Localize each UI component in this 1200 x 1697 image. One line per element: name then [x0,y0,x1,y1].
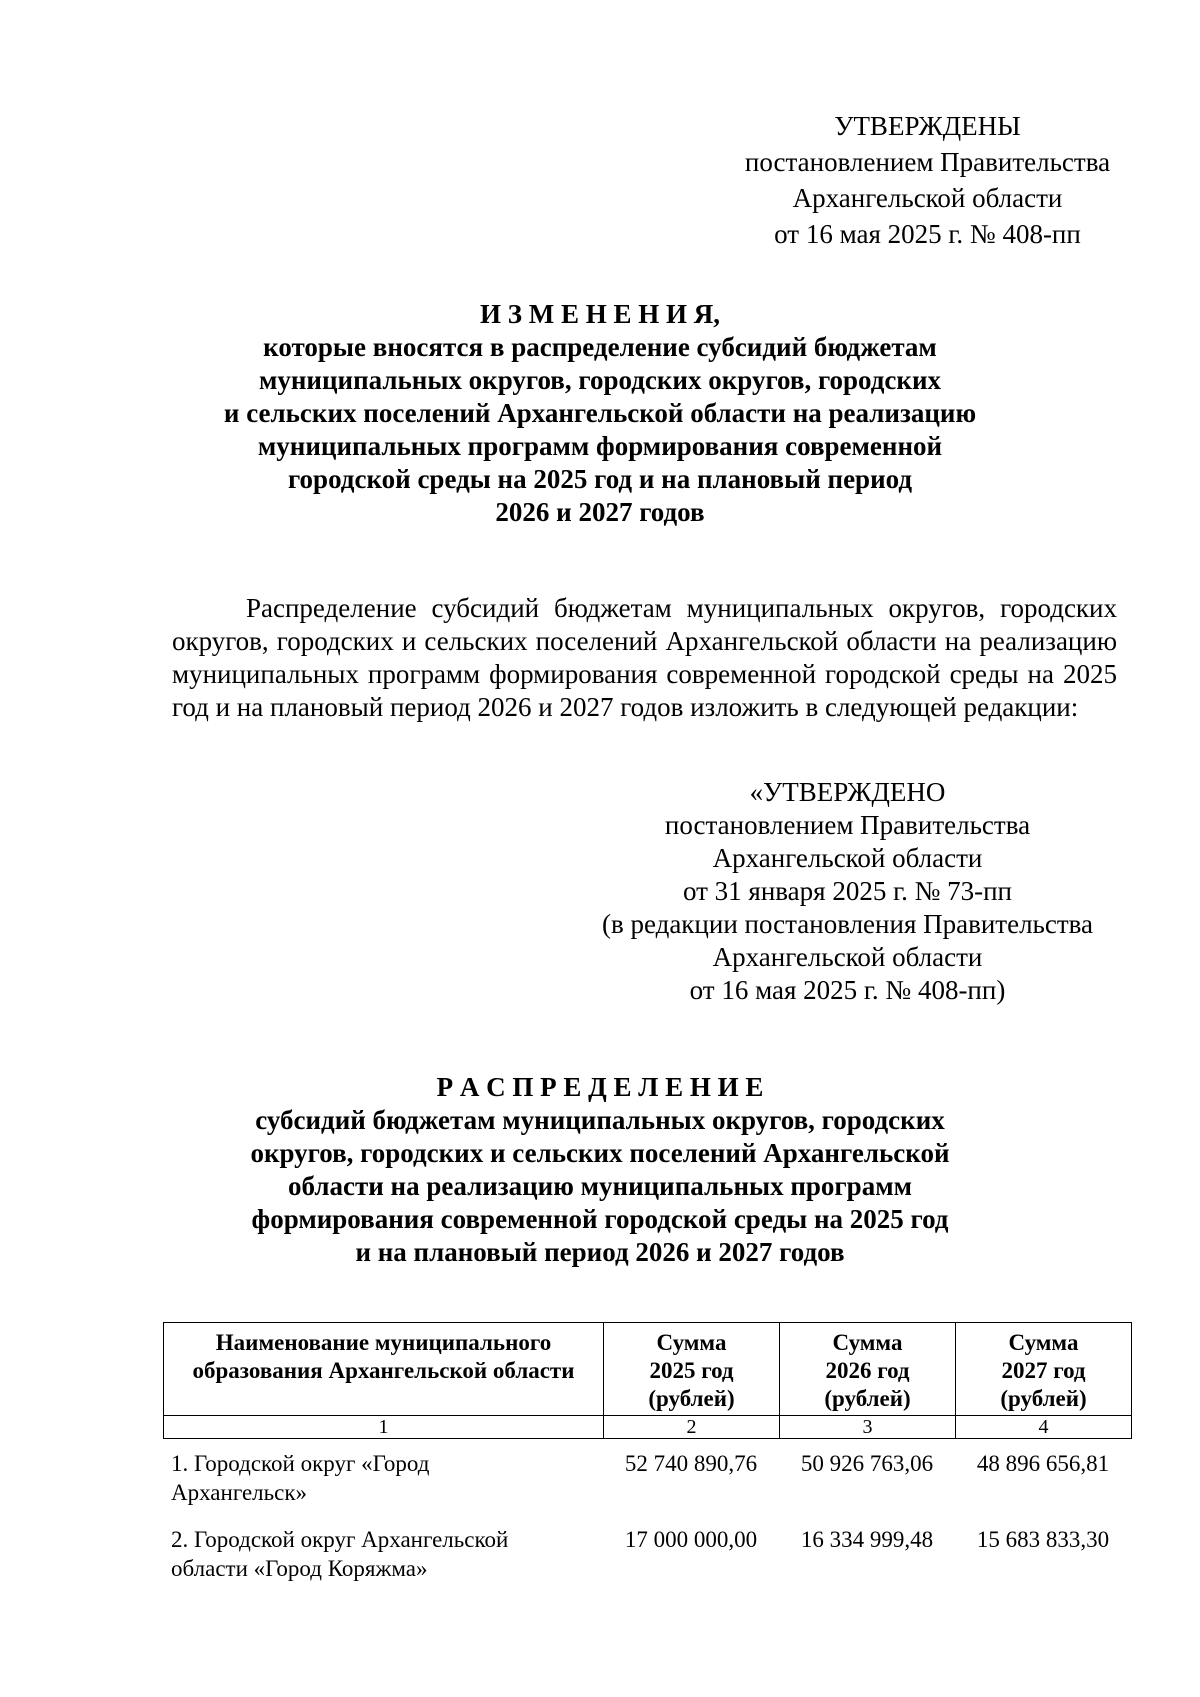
title-line: которые вносятся в распределение субсидий бюджетам [263,332,937,362]
row-amount-2025: 52 740 890,76 [624,1451,758,1476]
table-row [163,1449,1131,1525]
approval-quote-line: (в редакции постановления Правительства [601,909,1094,939]
distribution-title [170,1071,1030,1269]
approval-line: постановлением Правительства [744,147,1111,177]
title-line: 2026 и 2027 годов [495,497,705,527]
approval-quote-line: от 31 января 2025 г. № 73-пп [682,876,1013,906]
title-heading: И З М Е Н Е Н И Я, [479,299,720,329]
column-number: 1 [164,1416,604,1439]
table-header [163,1322,1132,1439]
header-cell-2025: Сумма 2025 год (рублей) [604,1323,780,1416]
approval-quote-line: Архангельской области [712,843,983,873]
row-amount-2027: 15 683 833,30 [976,1527,1110,1552]
column-number: 3 [780,1416,956,1439]
column-number-row [164,1416,1132,1439]
header-cell-2026: Сумма 2026 год (рублей) [780,1323,956,1416]
header-cell-2027: Сумма 2027 год (рублей) [956,1323,1132,1416]
distribution-line: формирования современной городской среды на 2025 год [251,1204,949,1234]
approval-quote-line: «УТВЕРЖДЕНО [749,777,946,807]
title-line: муниципальных программ формирования современной [257,431,943,461]
approval-line: от 16 мая 2025 г. № 408-пп [774,219,1081,249]
approval-line: УТВЕРЖДЕНЫ [834,111,1021,141]
row-name: 1. Городской округ «Город Архангельск» [171,1451,430,1505]
title-line: муниципальных округов, городских округов, городских [258,365,942,395]
column-number: 2 [604,1416,780,1439]
approval-quote-line: постановлением Правительства [664,810,1031,840]
table-row [163,1525,1131,1601]
row-amount-2026: 50 926 763,06 [800,1451,934,1476]
approval-line: Архангельской области [792,183,1063,213]
approval-block [735,108,1120,252]
header-row [164,1323,1132,1416]
title-line: городской среды на 2025 год и на плановый период [287,464,913,494]
row-amount-2026: 16 334 999,48 [800,1527,934,1552]
document-title [170,298,1030,529]
approval-quote-line: Архангельской области [712,942,983,972]
approval-quote-line: от 16 мая 2025 г. № 408-пп) [689,975,1006,1005]
distribution-line: и на плановый период 2026 и 2027 годов [355,1237,845,1267]
body-paragraph: Распределение субсидий бюджетам муниципальных округов, городских округов, городских и сельских поселений Архангельской области на реализацию муниципальных программ формирования современной городской среды на 2025 год и на плановый период 2026 и 2027 годов изложить в следующей редакции: [172,593,1117,722]
subsidy-table [163,1322,1131,1601]
header-cell-name: Наименование муниципального образования Архангельской области [164,1323,604,1416]
distribution-line: субсидий бюджетам муниципальных округов, городских [255,1105,945,1135]
distribution-line: округов, городских и сельских поселений Архангельской [250,1138,950,1168]
approval-quote-block [595,776,1100,1007]
row-amount-2027: 48 896 656,81 [976,1451,1110,1476]
distribution-line: области на реализацию муниципальных программ [288,1171,912,1201]
title-line: и сельских поселений Архангельской области на реализацию [223,398,977,428]
table-body [163,1449,1131,1601]
distribution-heading: Р А С П Р Е Д Е Л Е Н И Е [436,1072,764,1102]
column-number: 4 [956,1416,1132,1439]
row-amount-2025: 17 000 000,00 [624,1527,758,1552]
row-name: 2. Городской округ Архангельской области «Город Коряжма» [171,1527,509,1581]
